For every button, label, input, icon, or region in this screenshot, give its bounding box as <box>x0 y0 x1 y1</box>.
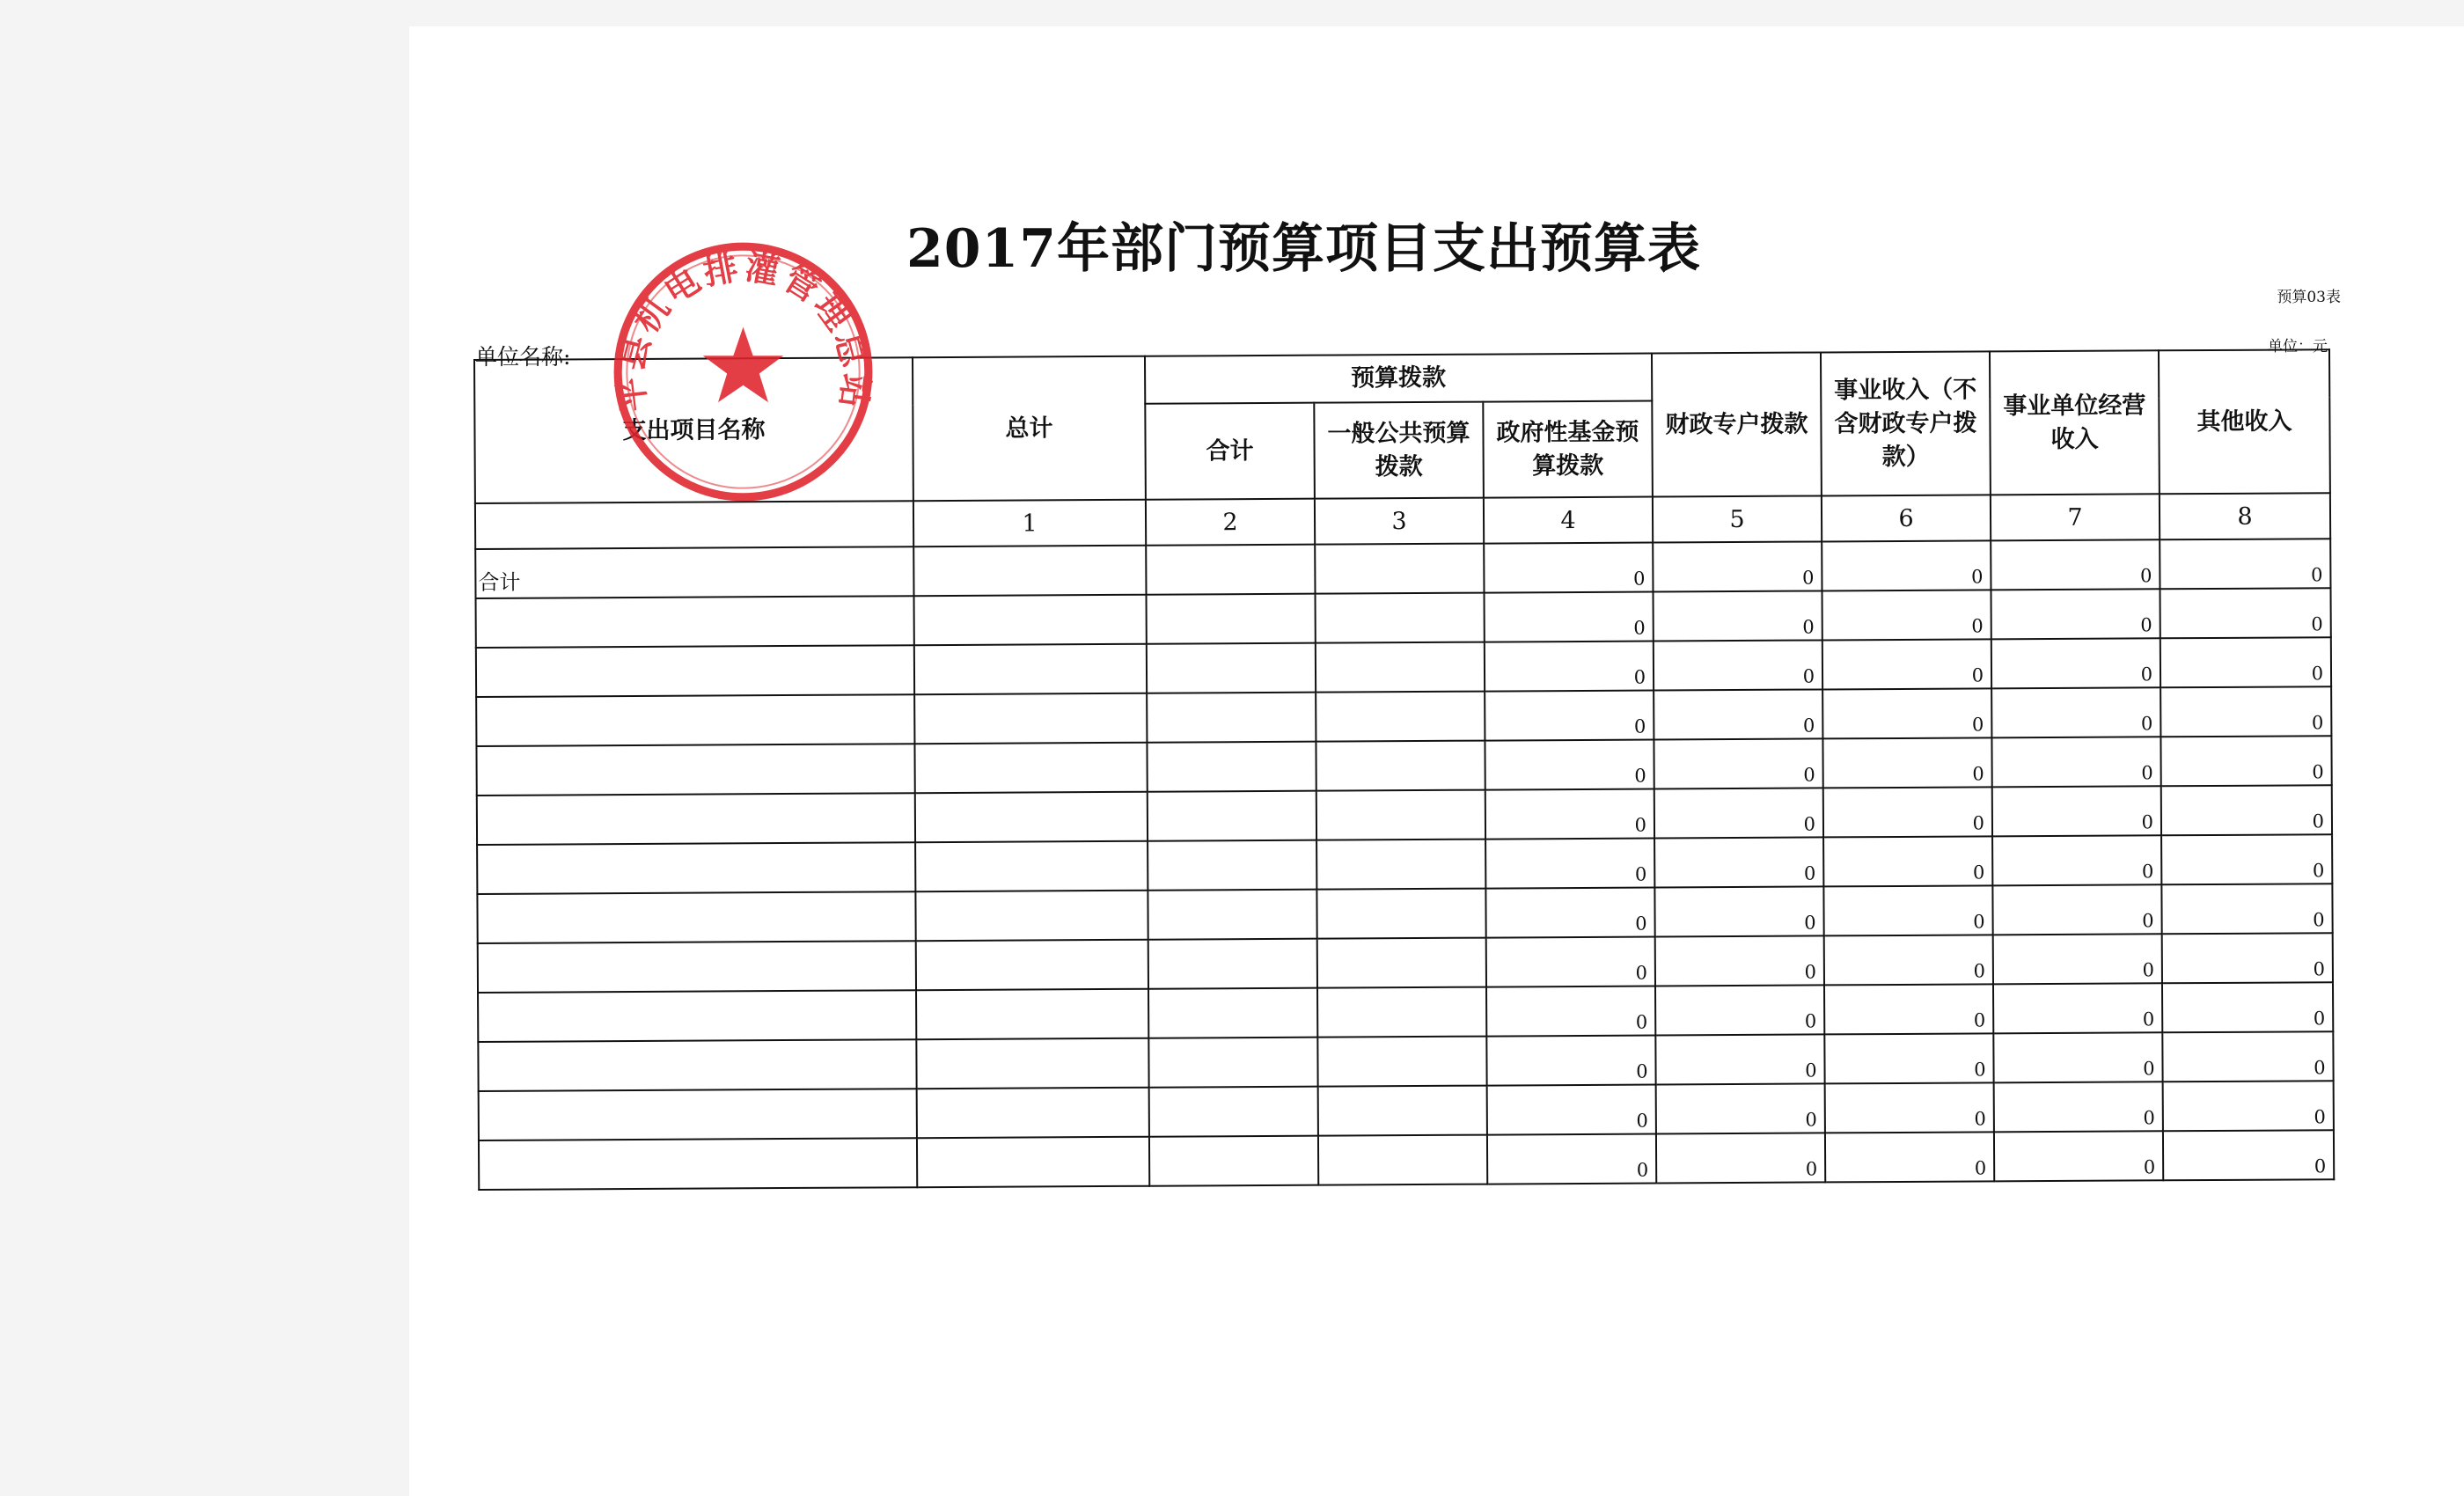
row-value-cell: 0 <box>1485 740 1654 790</box>
header-subtotal: 合计 <box>1145 403 1315 500</box>
row-value-cell <box>1148 1038 1317 1088</box>
row-value-cell: 0 <box>1824 935 1993 985</box>
row-item-name <box>478 941 916 993</box>
row-value-cell: 0 <box>1486 986 1655 1037</box>
row-value-cell: 0 <box>1486 1036 1655 1086</box>
row-value-cell <box>914 693 1147 744</box>
row-value-cell <box>916 989 1148 1039</box>
row-value-cell <box>914 743 1147 793</box>
row-value-cell: 0 <box>1993 983 2162 1033</box>
row-value-cell: 0 <box>1486 937 1655 987</box>
header-gov-fund-budget: 政府性基金预算拨款 <box>1483 401 1653 498</box>
row-value-cell <box>1148 840 1316 891</box>
column-number-blank <box>475 501 913 549</box>
row-value-cell <box>1147 594 1316 644</box>
row-value-cell: 0 <box>1991 687 2160 737</box>
row-value-cell <box>916 1038 1148 1089</box>
table-row <box>479 1130 2334 1190</box>
row-value-cell <box>1148 791 1316 841</box>
row-value-cell: 0 <box>1485 888 1654 938</box>
table-body <box>475 539 2334 1190</box>
row-value-cell: 0 <box>1487 1085 1656 1135</box>
row-item-name <box>479 1138 917 1190</box>
row-value-cell: 0 <box>2162 982 2333 1032</box>
row-value-cell <box>1318 1135 1487 1185</box>
seal-text: 平县机电排灌管理总站 <box>611 247 876 414</box>
row-value-cell <box>1316 593 1485 643</box>
column-number: 1 <box>913 500 1146 546</box>
row-value-cell: 0 <box>1825 1082 1994 1133</box>
row-value-cell: 0 <box>2160 686 2331 737</box>
row-value-cell: 0 <box>2162 933 2333 983</box>
row-value-cell: 0 <box>1656 1133 1825 1183</box>
header-item-name: 支出项目名称 <box>474 357 913 503</box>
column-number: 2 <box>1146 499 1315 546</box>
row-value-cell: 0 <box>1654 886 1823 936</box>
row-item-name <box>479 1089 917 1140</box>
row-value-cell <box>917 1088 1149 1138</box>
row-value-cell: 0 <box>1822 590 1991 640</box>
row-value-cell: 0 <box>1654 788 1823 838</box>
header-budget-appropriation: 预算拨款 <box>1145 354 1652 404</box>
row-value-cell: 0 <box>2163 1081 2334 1131</box>
header-operating-income: 事业单位经营收入 <box>1990 350 2160 495</box>
row-value-cell: 0 <box>1825 1132 1994 1182</box>
budget-table <box>473 348 2335 1191</box>
row-value-cell <box>914 595 1147 645</box>
column-number: 3 <box>1315 498 1484 545</box>
row-value-cell: 0 <box>1991 737 2160 787</box>
header-total: 总计 <box>913 356 1146 501</box>
row-value-cell: 0 <box>1487 1134 1656 1184</box>
row-value-cell <box>1316 692 1485 742</box>
row-value-cell: 0 <box>1823 787 1992 837</box>
row-value-cell <box>1316 741 1485 791</box>
row-value-cell: 0 <box>1655 935 1824 986</box>
row-item-name <box>478 1039 916 1091</box>
row-value-cell: 0 <box>2160 736 2331 786</box>
row-value-cell: 0 <box>1655 985 1824 1035</box>
column-number: 8 <box>2160 493 2330 539</box>
form-code-label: 预算03表 <box>2277 289 2341 306</box>
row-value-cell <box>1147 742 1316 792</box>
row-value-cell: 0 <box>2160 588 2330 638</box>
row-value-cell: 0 <box>2160 539 2330 589</box>
row-item-name <box>478 990 916 1042</box>
row-value-cell: 0 <box>1991 638 2160 688</box>
row-value-cell <box>915 792 1148 842</box>
row-value-cell <box>916 940 1148 990</box>
row-value-cell <box>1149 1087 1318 1137</box>
row-value-cell <box>1148 988 1317 1038</box>
row-value-cell: 0 <box>1992 835 2161 885</box>
column-number: 4 <box>1484 497 1653 544</box>
row-value-cell <box>1148 890 1316 940</box>
column-number: 6 <box>1822 495 1991 541</box>
row-value-cell: 0 <box>1991 539 2160 590</box>
row-value-cell: 0 <box>1822 688 1991 738</box>
row-value-cell: 0 <box>1822 540 1991 590</box>
row-value-cell: 0 <box>1484 543 1653 593</box>
row-value-cell <box>1317 1037 1486 1087</box>
row-value-cell: 0 <box>1485 642 1654 692</box>
row-value-cell <box>913 546 1146 596</box>
header-special-fiscal-funds: 财政专户拨款 <box>1652 352 1822 496</box>
row-value-cell <box>1149 1136 1318 1186</box>
row-value-cell: 0 <box>1823 836 1992 886</box>
row-value-cell: 0 <box>1656 1083 1825 1133</box>
row-value-cell: 0 <box>1485 592 1654 642</box>
row-value-cell: 0 <box>1994 1131 2163 1181</box>
row-value-cell: 0 <box>1822 737 1991 788</box>
column-number: 5 <box>1653 495 1822 542</box>
row-value-cell <box>1148 939 1317 989</box>
header-general-public-budget: 一般公共预算拨款 <box>1314 402 1484 499</box>
column-number: 7 <box>1991 494 2160 540</box>
row-item-name: 合计 <box>475 546 913 598</box>
row-value-cell <box>917 1137 1149 1187</box>
header-other-income: 其他收入 <box>2159 349 2330 494</box>
row-value-cell: 0 <box>1991 589 2160 639</box>
row-item-name <box>477 842 915 894</box>
row-value-cell: 0 <box>1993 1032 2162 1082</box>
row-value-cell: 0 <box>1485 839 1654 889</box>
row-value-cell: 0 <box>1654 738 1822 788</box>
row-value-cell: 0 <box>2161 785 2332 835</box>
row-value-cell <box>1316 642 1485 693</box>
row-value-cell: 0 <box>1655 1034 1824 1084</box>
row-value-cell <box>915 891 1148 941</box>
row-value-cell <box>915 841 1148 891</box>
row-value-cell: 0 <box>1823 885 1992 935</box>
row-value-cell: 0 <box>2161 884 2332 934</box>
row-value-cell <box>1315 544 1484 594</box>
row-value-cell: 0 <box>1654 640 1822 690</box>
row-value-cell: 0 <box>1992 786 2161 836</box>
row-value-cell <box>1147 693 1316 743</box>
row-item-name <box>477 891 915 943</box>
row-value-cell: 0 <box>1824 984 1993 1034</box>
header-business-income: 事业收入（不含财政专户拨款） <box>1821 351 1991 495</box>
row-value-cell: 0 <box>1993 934 2162 984</box>
row-item-name <box>476 596 914 648</box>
document-title: 2017年部门预算项目支出预算表 <box>906 218 1701 280</box>
row-value-cell <box>1318 1086 1487 1136</box>
row-value-cell: 0 <box>1485 789 1654 840</box>
header-row-top <box>474 349 2329 407</box>
row-value-cell: 0 <box>1485 691 1654 741</box>
unit-name-label: 单位名称: <box>475 344 571 370</box>
row-value-cell: 0 <box>1994 1082 2163 1132</box>
row-value-cell: 0 <box>1653 590 1822 641</box>
row-item-name <box>476 744 914 796</box>
row-value-cell: 0 <box>1824 1033 1993 1083</box>
row-value-cell <box>1316 889 1485 939</box>
row-value-cell: 0 <box>1653 541 1822 591</box>
row-item-name <box>476 694 914 746</box>
row-value-cell: 0 <box>2160 637 2331 687</box>
row-item-name <box>476 645 914 697</box>
row-value-cell <box>1317 938 1486 988</box>
row-value-cell <box>1316 790 1485 840</box>
row-value-cell: 0 <box>1822 639 1991 689</box>
row-value-cell <box>1147 643 1316 693</box>
row-value-cell: 0 <box>1654 689 1822 739</box>
unit-currency-label: 单位：元 <box>2268 338 2328 356</box>
row-value-cell <box>914 644 1147 694</box>
row-value-cell <box>1317 987 1486 1038</box>
row-item-name <box>477 793 915 845</box>
row-value-cell <box>1146 545 1315 595</box>
row-value-cell: 0 <box>2161 834 2332 884</box>
row-value-cell: 0 <box>1992 884 2161 935</box>
row-value-cell: 0 <box>2162 1031 2333 1082</box>
row-value-cell: 0 <box>1654 837 1823 887</box>
row-value-cell <box>1316 840 1485 890</box>
row-value-cell: 0 <box>2163 1130 2334 1180</box>
